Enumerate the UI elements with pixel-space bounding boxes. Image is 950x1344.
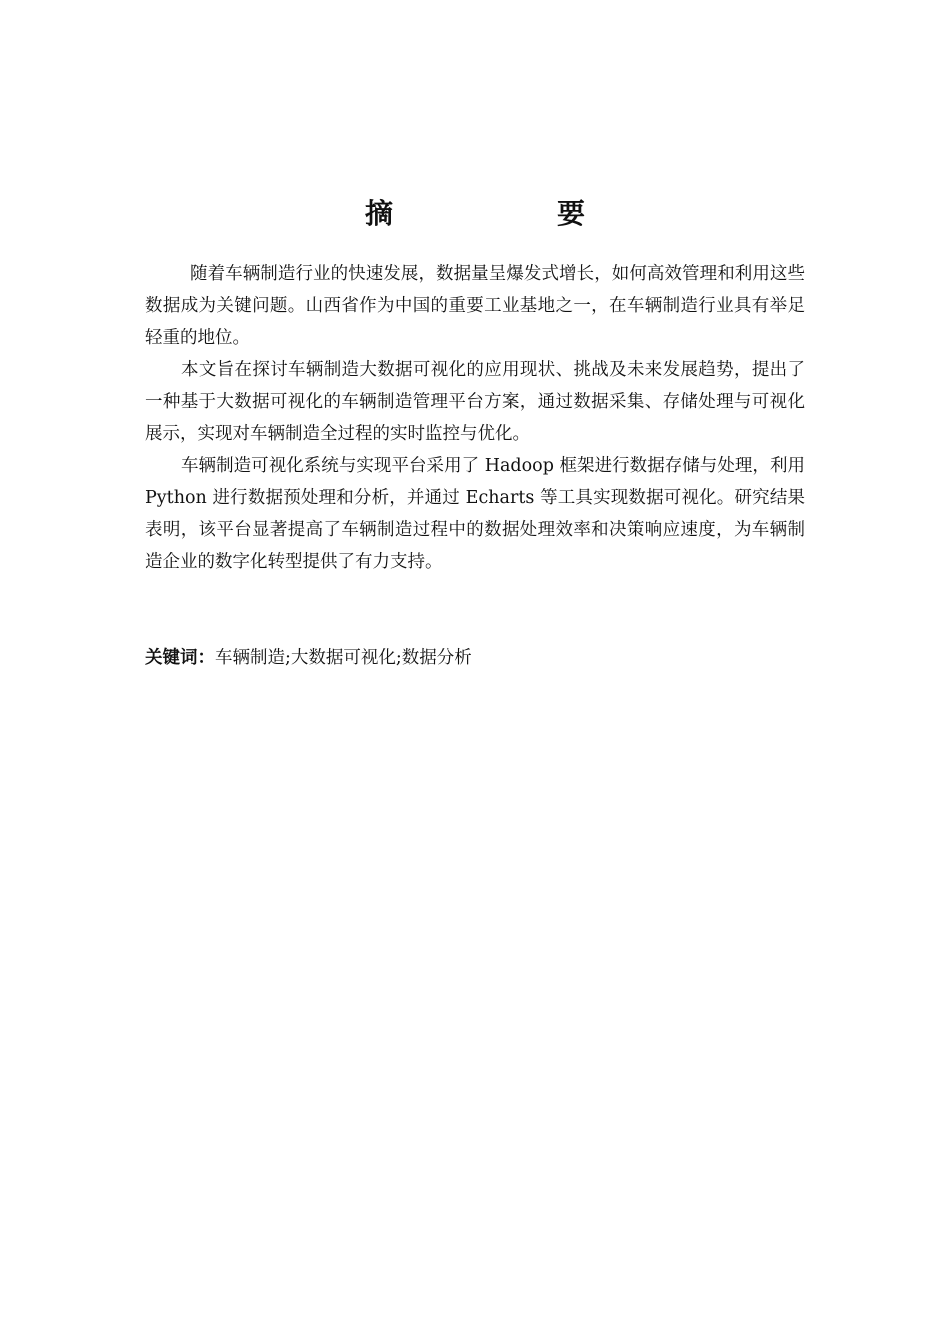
keywords-label: 关键词： — [145, 648, 215, 668]
abstract-title: 摘 要 — [364, 197, 621, 230]
abstract-body — [145, 258, 805, 578]
keywords-line — [145, 642, 805, 674]
abstract-paragraph-2: 本文旨在探讨车辆制造大数据可视化的应用现状、挑战及未来发展趋势，提出了一种基于大数据可视化的车辆制造管理平台方案，通过数据采集、存储处理与可视化展示，实现对车辆制造全过程的实时监控与优化。 — [145, 360, 805, 444]
abstract-paragraph-3: 车辆制造可视化系统与实现平台采用了 Hadoop 框架进行数据存储与处理，利用 Python 进行数据预处理和分析，并通过 Echarts 等工具实现数据可视化。研究结果表明，该平台显著提高了车辆制造过程中的数据处理效率和决策响应速度，为车辆制造企业的数字化转型提供了有力支持。 — [145, 456, 805, 572]
keywords-value: 车辆制造;大数据可视化;数据分析 — [215, 648, 472, 668]
abstract-paragraph-1: 随着车辆制造行业的快速发展，数据量呈爆发式增长，如何高效管理和利用这些数据成为关键问题。山西省作为中国的重要工业基地之一，在车辆制造行业具有举足轻重的地位。 — [145, 264, 805, 348]
